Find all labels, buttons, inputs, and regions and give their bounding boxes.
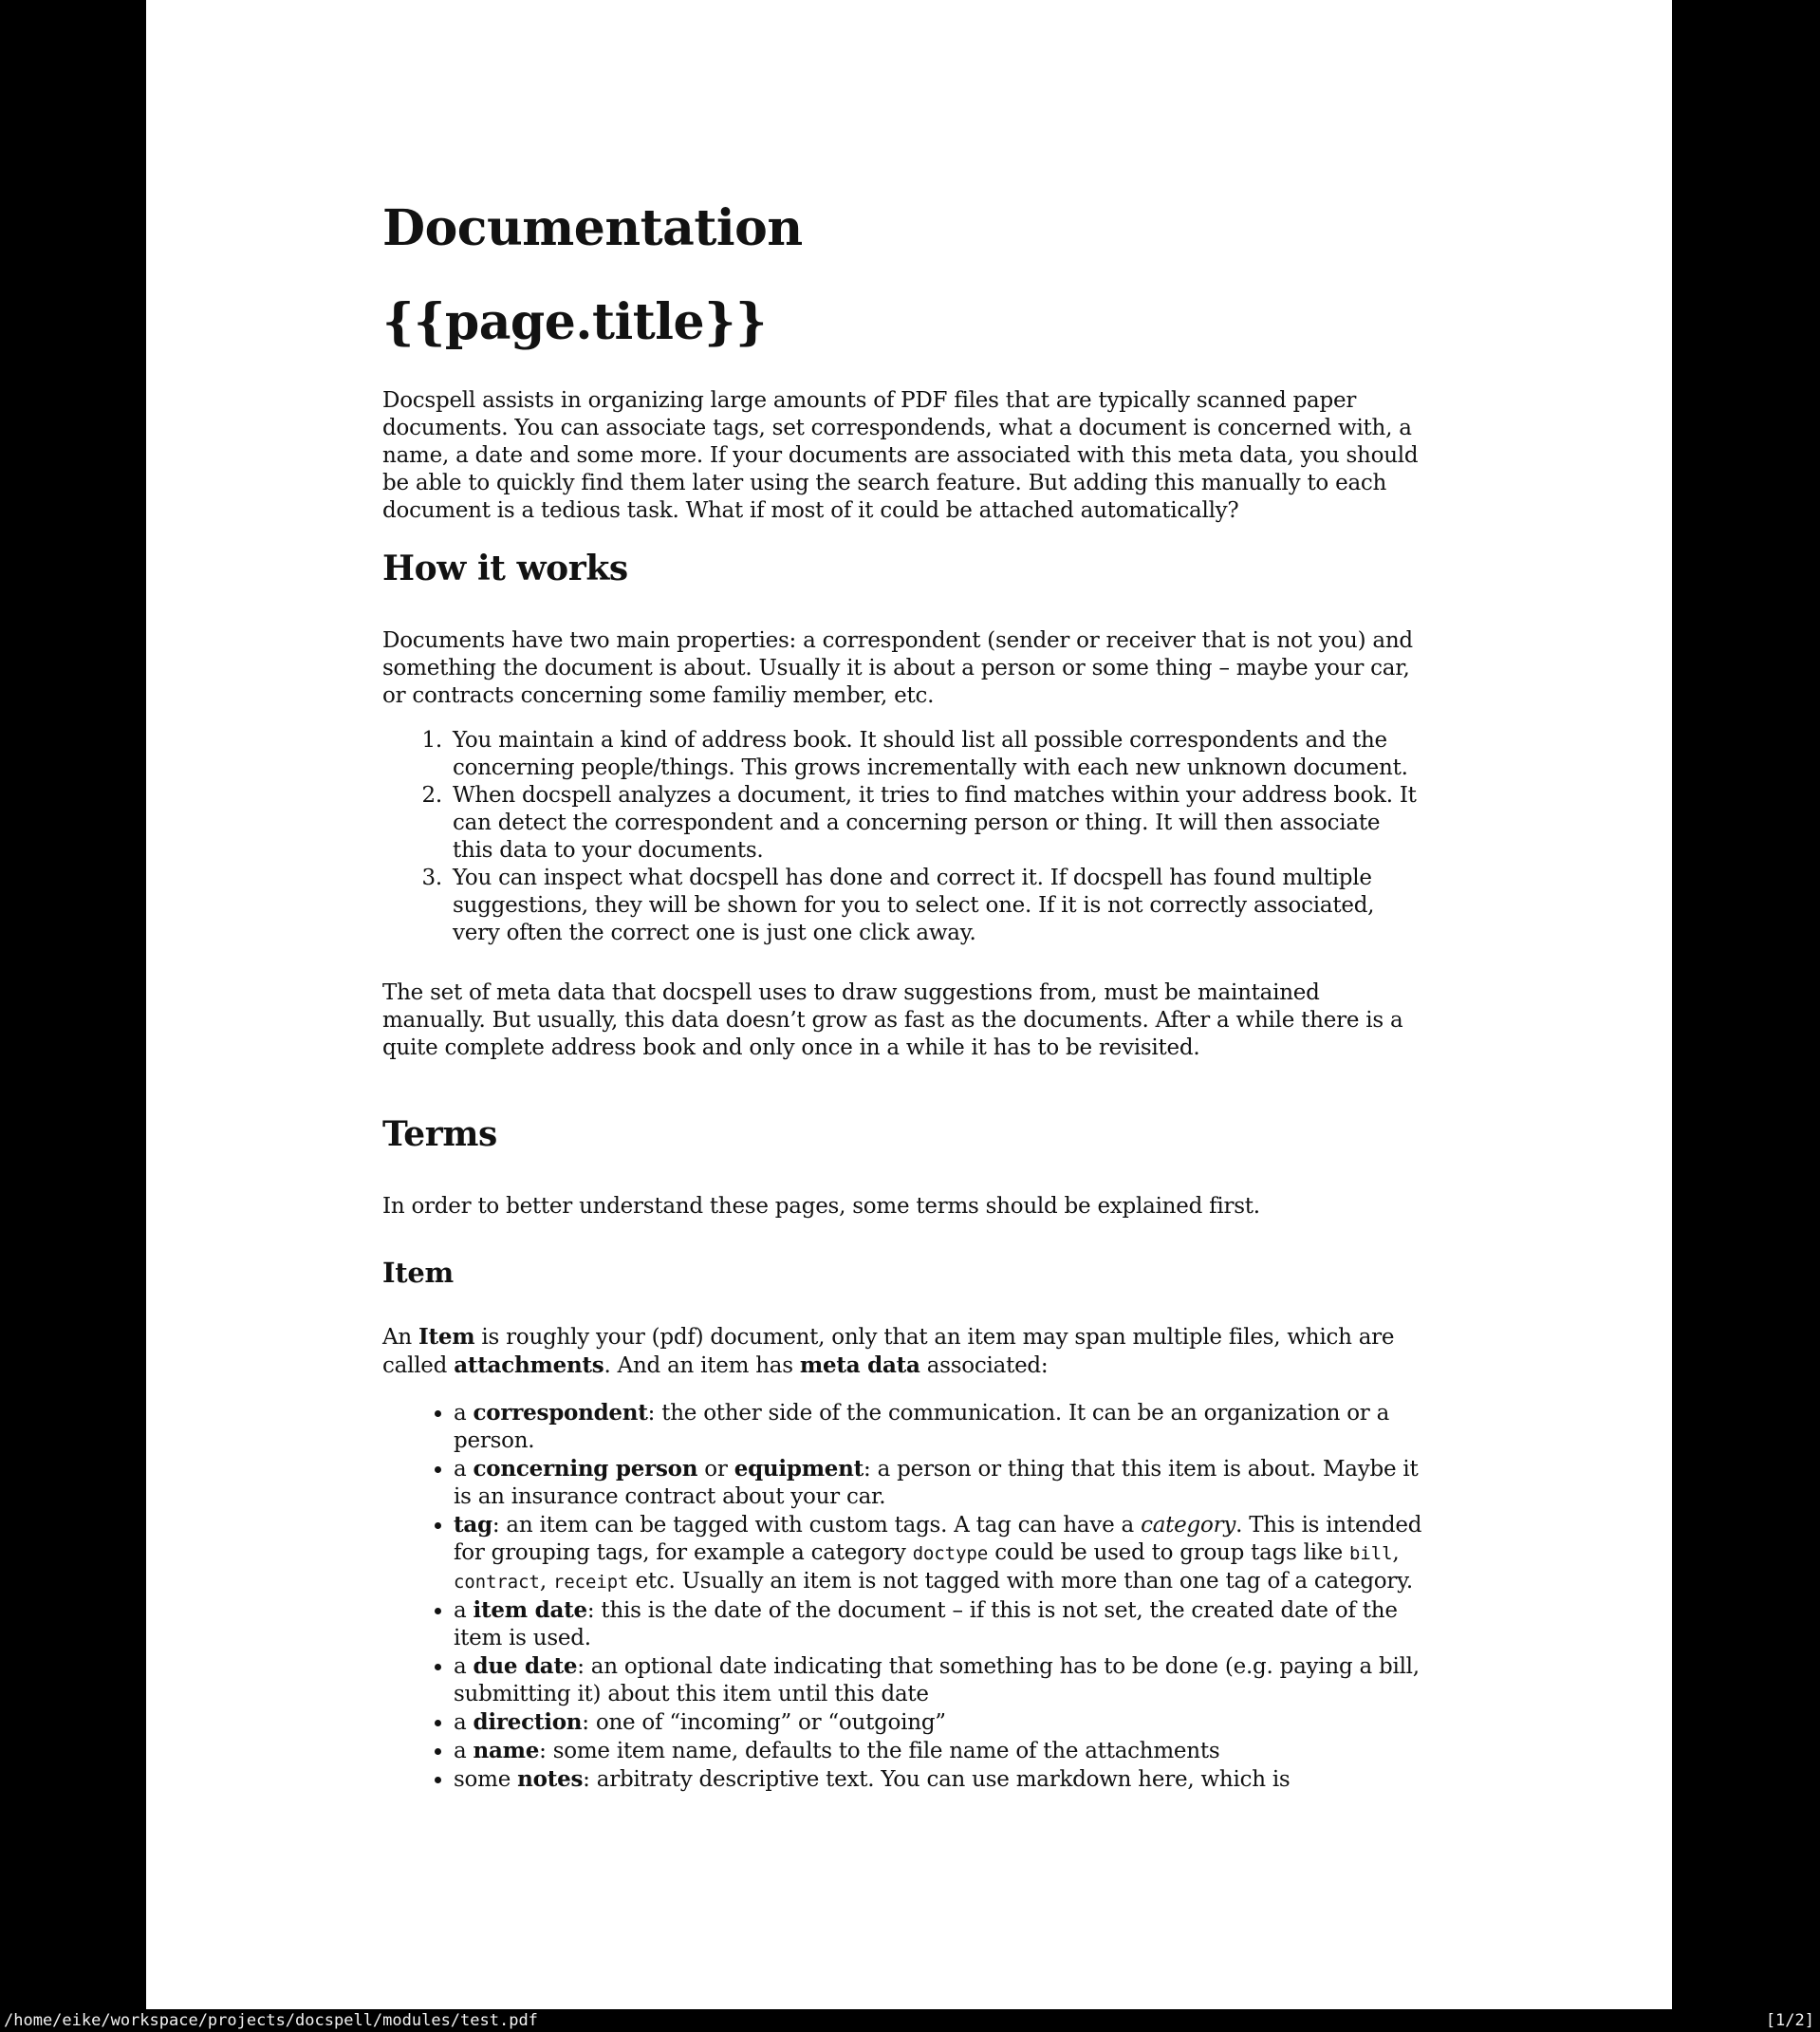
how-it-works-paragraph: Documents have two main properties: a correspondent (sender or receiver that is not you) and something the document is about. Usually it is about a person or some thing – maybe your car, or contracts concerning some familiy member, etc.	[382, 628, 1413, 709]
statusbar	[0, 2009, 1820, 2032]
intro-paragraph: Docspell assists in organizing large amounts of PDF files that are typically scanned paper documents. You can associate tags, set correspondends, what a document is concerned with, a name, a date and some more. If your documents are associated with this meta data, you should be able to quickly find them later using the search feature. But adding this manually to each document is a tedious task. What if most of it could be attached automatically?	[382, 388, 1419, 524]
doc-title: Documentation	[382, 199, 803, 257]
statusbar-page-indicator: [1/2]	[1765, 2011, 1814, 2030]
pdf-page-content	[146, 0, 1672, 1794]
pdf-page[interactable]	[146, 0, 1672, 2009]
terms-intro-paragraph: In order to better understand these pages, some terms should be explained first.	[382, 1193, 1260, 1219]
list-item: • a due date: an optional date indicating that something has to be done (e.g. paying a bill, submitting it) about this item until this date	[454, 1652, 1423, 1708]
subsection-heading-item: Item	[382, 1256, 454, 1289]
how-it-works-steps	[382, 727, 1423, 947]
item-lead-paragraph: An Item is roughly your (pdf) document, only that an item may span multiple files, which are called attachments. And an item has meta data associated:	[382, 1324, 1395, 1379]
list-item: • some notes: arbitraty descriptive text. You can use markdown here, which is	[454, 1765, 1423, 1794]
section-heading-terms: Terms	[382, 1114, 497, 1155]
list-item: • a concerning person or equipment: a person or thing that this item is about. Maybe it is an insurance contract about your car.	[454, 1455, 1423, 1511]
list-item: • tag: an item can be tagged with custom tags. A tag can have a category. This is intended for grouping tags, for example a category doctype could be used to group tags like bill, contract, receipt etc. Usually an item is not tagged with more than one tag of a category.	[454, 1511, 1423, 1596]
doc-subtitle: {{page.title}}	[382, 293, 767, 352]
list-item: • a name: some item name, defaults to the file name of the attachments	[454, 1737, 1423, 1765]
list-item: 3. You can inspect what docspell has done and correct it. If docspell has found multiple suggestions, they will be shown for you to select one. If it is not correctly associated, very often the correct one is just one click away.	[449, 865, 1423, 947]
how-it-works-outro-paragraph: The set of meta data that docspell uses to draw suggestions from, must be maintained manually. But usually, this data doesn’t grow as fast as the documents. After a while there is a quite complete address book and only once in a while it has to be revisited.	[382, 980, 1403, 1061]
section-heading-how-it-works: How it works	[382, 549, 628, 589]
item-meta-data-list	[382, 1399, 1423, 1794]
list-item: 1. You maintain a kind of address book. It should list all possible correspondents and the concerning people/things. This grows incrementally with each new unknown document.	[449, 727, 1423, 782]
list-item: • a direction: one of “incoming” or “outgoing”	[454, 1708, 1423, 1737]
list-item: • a correspondent: the other side of the communication. It can be an organization or a person.	[454, 1399, 1423, 1455]
list-item: • a item date: this is the date of the document – if this is not set, the created date of the item is used.	[454, 1596, 1423, 1652]
list-item: 2. When docspell analyzes a document, it tries to find matches within your address book. It can detect the correspondent and a concerning person or thing. It will then associate this data to your documents.	[449, 782, 1423, 865]
statusbar-file-path: /home/eike/workspace/projects/docspell/modules/test.pdf	[4, 2011, 538, 2030]
